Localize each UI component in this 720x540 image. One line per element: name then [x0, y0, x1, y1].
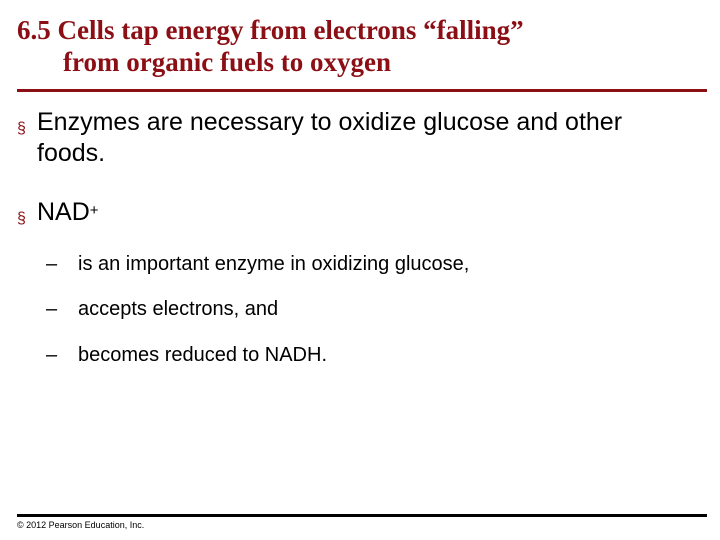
- title-line-2: from organic fuels to oxygen: [63, 47, 391, 77]
- subbullet-2: [46, 297, 278, 321]
- copyright-footer: © 2012 Pearson Education, Inc.: [17, 520, 145, 530]
- bullet-text: NAD: [37, 198, 90, 226]
- title-divider: [17, 89, 707, 92]
- bullet-nad: [17, 197, 99, 228]
- dash-marker-icon: –: [46, 298, 58, 320]
- title-line-1: 6.5 Cells tap energy from electrons “falling”: [17, 15, 524, 45]
- subbullet-1: [46, 252, 469, 276]
- bullet-marker-icon: §: [17, 210, 26, 227]
- dash-marker-icon: –: [46, 344, 58, 366]
- subbullet-3: [46, 343, 327, 367]
- dash-marker-icon: –: [46, 253, 58, 275]
- subbullet-text: is an important enzyme in oxidizing glucose,: [78, 253, 470, 275]
- subbullet-text: becomes reduced to NADH.: [78, 344, 328, 366]
- bullet-marker-icon: §: [17, 120, 26, 137]
- superscript-plus: +: [89, 202, 99, 219]
- slide-title: [17, 14, 707, 78]
- bullet-text: Enzymes are necessary to oxidize glucose and other foods.: [37, 108, 623, 167]
- footer-divider: [17, 514, 707, 517]
- subbullet-text: accepts electrons, and: [78, 298, 279, 320]
- bullet-enzymes: [17, 107, 657, 169]
